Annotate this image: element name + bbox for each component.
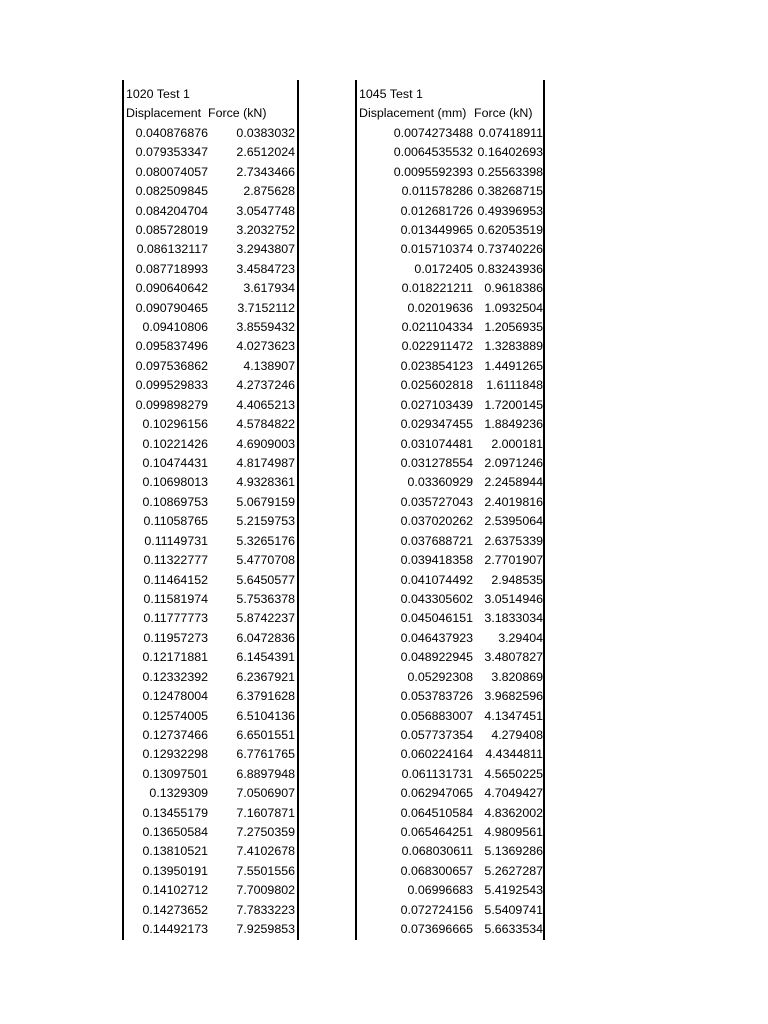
cell-force: 1.2056935 — [484, 320, 543, 335]
table-row — [357, 590, 543, 609]
table-row — [124, 823, 297, 842]
table-row — [124, 629, 297, 648]
table-row — [357, 804, 543, 823]
table-row — [124, 279, 297, 298]
cell-force: 7.5501556 — [236, 863, 295, 878]
cell-force: 6.0472836 — [236, 630, 295, 645]
cell-displacement: 0.065464251 — [400, 825, 473, 840]
cell-force: 4.138907 — [243, 358, 295, 373]
cell-displacement: 0.0064535532 — [393, 145, 473, 160]
cell-displacement: 0.048922945 — [400, 650, 473, 665]
cell-displacement: 0.03360929 — [407, 475, 473, 490]
cell-displacement: 0.072724156 — [400, 902, 473, 917]
table-title: 1020 Test 1 — [126, 87, 190, 101]
cell-displacement: 0.13650584 — [142, 825, 208, 840]
cell-force: 0.49396953 — [477, 203, 543, 218]
cell-displacement: 0.11777773 — [143, 611, 208, 626]
table-row — [124, 881, 297, 900]
cell-displacement: 0.086132117 — [136, 242, 208, 257]
cell-force: 6.6501551 — [236, 727, 295, 742]
cell-displacement: 0.11322777 — [143, 553, 208, 568]
cell-force: 3.8559432 — [236, 320, 295, 335]
cell-force: 5.5409741 — [484, 902, 543, 917]
table-row — [124, 182, 297, 201]
cell-displacement: 0.10296156 — [142, 417, 208, 432]
cell-displacement: 0.10869753 — [142, 494, 208, 509]
table-row — [357, 629, 543, 648]
table-row — [124, 357, 297, 376]
table-row — [357, 842, 543, 861]
table-row — [124, 318, 297, 337]
table-row — [124, 337, 297, 356]
cell-force: 7.1607871 — [236, 805, 295, 820]
table-row — [124, 396, 297, 415]
cell-force: 2.4019816 — [484, 494, 543, 509]
cell-force: 5.4192543 — [484, 883, 543, 898]
table-row — [124, 435, 297, 454]
cell-displacement: 0.022911472 — [401, 339, 473, 354]
table-row — [124, 493, 297, 512]
cell-force: 5.2159753 — [236, 514, 295, 529]
cell-force: 4.8174987 — [236, 456, 295, 471]
cell-force: 4.9328361 — [236, 475, 295, 490]
cell-displacement: 0.084204704 — [135, 203, 208, 218]
header-row — [124, 104, 297, 123]
cell-displacement: 0.13097501 — [142, 766, 208, 781]
cell-displacement: 0.11957273 — [143, 630, 208, 645]
table-row — [357, 862, 543, 881]
cell-force: 2.2458944 — [484, 475, 543, 490]
cell-displacement: 0.05292308 — [407, 669, 473, 684]
cell-displacement: 0.060224164 — [400, 747, 473, 762]
cell-displacement: 0.079353347 — [135, 145, 208, 160]
table-row — [124, 299, 297, 318]
table-body — [357, 124, 543, 940]
cell-force: 4.5650225 — [484, 766, 543, 781]
table-row — [357, 784, 543, 803]
cell-force: 1.6111848 — [486, 378, 543, 393]
cell-force: 0.38268715 — [477, 184, 543, 199]
cell-displacement: 0.021104334 — [401, 320, 473, 335]
cell-force: 6.2367921 — [236, 669, 295, 684]
table-row — [124, 454, 297, 473]
cell-force: 7.7833223 — [236, 902, 295, 917]
table-row — [357, 415, 543, 434]
table-row — [357, 124, 543, 143]
cell-force: 3.2943807 — [236, 242, 295, 257]
cell-force: 4.6909003 — [236, 436, 295, 451]
cell-force: 2.7701907 — [484, 553, 543, 568]
table-row — [124, 124, 297, 143]
cell-displacement: 0.068030611 — [401, 844, 473, 859]
cell-force: 5.8742237 — [236, 611, 295, 626]
cell-force: 4.0273623 — [236, 339, 295, 354]
cell-displacement: 0.090640642 — [135, 281, 208, 296]
table-row — [124, 202, 297, 221]
table-row — [357, 493, 543, 512]
cell-displacement: 0.09410806 — [142, 320, 208, 335]
cell-force: 5.6450577 — [236, 572, 295, 587]
cell-displacement: 0.064510584 — [400, 805, 473, 820]
cell-displacement: 0.12171881 — [142, 650, 208, 665]
table-row — [357, 299, 543, 318]
cell-displacement: 0.053783726 — [400, 689, 473, 704]
table-row — [124, 726, 297, 745]
cell-displacement: 0.0074273488 — [393, 125, 473, 140]
cell-force: 3.4807827 — [484, 650, 543, 665]
cell-force: 2.0971246 — [484, 456, 543, 471]
cell-force: 2.000181 — [491, 436, 543, 451]
cell-displacement: 0.031278554 — [400, 456, 473, 471]
cell-force: 5.1369286 — [484, 844, 543, 859]
table-row — [357, 240, 543, 259]
cell-force: 3.29404 — [498, 630, 543, 645]
table-row — [357, 609, 543, 628]
cell-displacement: 0.035727043 — [400, 494, 473, 509]
table-row — [357, 435, 543, 454]
cell-displacement: 0.018221211 — [401, 281, 473, 296]
cell-force: 3.0514946 — [484, 591, 543, 606]
cell-displacement: 0.06996683 — [407, 883, 473, 898]
cell-force: 0.16402693 — [477, 145, 543, 160]
table-row — [357, 532, 543, 551]
cell-force: 4.4344811 — [485, 747, 543, 762]
cell-displacement: 0.039418358 — [400, 553, 473, 568]
cell-displacement: 0.12332392 — [142, 669, 208, 684]
cell-force: 1.0932504 — [484, 300, 543, 315]
table-row — [124, 376, 297, 395]
cell-force: 3.7152112 — [237, 300, 295, 315]
table-row — [357, 765, 543, 784]
cell-displacement: 0.095837496 — [135, 339, 208, 354]
column-header-displacement: Displacement — [126, 106, 202, 121]
cell-force: 5.6633534 — [484, 922, 543, 937]
cell-displacement: 0.11149731 — [144, 533, 208, 548]
cell-force: 4.279408 — [491, 727, 543, 742]
cell-force: 2.7343466 — [236, 164, 295, 179]
cell-displacement: 0.14102712 — [142, 883, 208, 898]
cell-displacement: 0.027103439 — [400, 397, 473, 412]
cell-displacement: 0.12737466 — [142, 727, 208, 742]
cell-force: 4.7049427 — [484, 786, 543, 801]
table-row — [124, 473, 297, 492]
cell-force: 1.4491265 — [484, 358, 543, 373]
table-1045-test-1 — [355, 80, 545, 940]
cell-displacement: 0.087718993 — [135, 261, 208, 276]
table-row — [357, 920, 543, 939]
table-row — [357, 260, 543, 279]
cell-force: 3.2032752 — [236, 222, 295, 237]
cell-force: 5.0679159 — [236, 494, 295, 509]
cell-displacement: 0.045046151 — [400, 611, 473, 626]
cell-displacement: 0.099529833 — [135, 378, 208, 393]
table-row — [357, 376, 543, 395]
table-row — [357, 512, 543, 531]
cell-force: 2.6375339 — [484, 533, 543, 548]
cell-displacement: 0.10221426 — [142, 436, 208, 451]
table-row — [124, 571, 297, 590]
table-row — [357, 357, 543, 376]
table-row — [124, 512, 297, 531]
cell-force: 6.1454391 — [236, 650, 295, 665]
cell-force: 5.4770708 — [236, 553, 295, 568]
cell-force: 2.6512024 — [236, 145, 295, 160]
table-row — [124, 862, 297, 881]
cell-displacement: 0.041074492 — [400, 572, 473, 587]
cell-force: 5.3265176 — [236, 533, 295, 548]
cell-displacement: 0.12574005 — [142, 708, 208, 723]
table-1020-test-1 — [122, 80, 299, 940]
cell-displacement: 0.12932298 — [142, 747, 208, 762]
cell-force: 0.07418911 — [478, 125, 543, 140]
cell-displacement: 0.1329309 — [149, 786, 208, 801]
table-row — [124, 163, 297, 182]
table-row — [124, 221, 297, 240]
cell-force: 4.8362002 — [484, 805, 543, 820]
cell-force: 3.0547748 — [236, 203, 295, 218]
table-title: 1045 Test 1 — [359, 87, 423, 101]
cell-force: 1.3283889 — [484, 339, 543, 354]
table-row — [357, 396, 543, 415]
cell-displacement: 0.10474431 — [142, 456, 208, 471]
cell-force: 2.5395064 — [484, 514, 543, 529]
cell-displacement: 0.11464152 — [143, 572, 208, 587]
table-row — [357, 823, 543, 842]
cell-force: 0.62053519 — [477, 222, 543, 237]
cell-force: 7.2750359 — [236, 825, 295, 840]
table-row — [124, 901, 297, 920]
cell-force: 5.7536378 — [236, 591, 295, 606]
cell-displacement: 0.0095592393 — [393, 164, 473, 179]
cell-displacement: 0.040876876 — [135, 125, 208, 140]
table-row — [357, 202, 543, 221]
cell-force: 7.7009802 — [236, 883, 295, 898]
cell-force: 3.617934 — [243, 281, 295, 296]
table-row — [124, 668, 297, 687]
cell-force: 4.2737246 — [236, 378, 295, 393]
table-row — [124, 765, 297, 784]
cell-displacement: 0.043305602 — [400, 591, 473, 606]
cell-force: 6.5104136 — [236, 708, 295, 723]
table-row — [357, 454, 543, 473]
cell-displacement: 0.10698013 — [142, 475, 208, 490]
table-row — [357, 221, 543, 240]
cell-force: 7.4102678 — [236, 844, 295, 859]
cell-force: 6.7761765 — [236, 747, 295, 762]
cell-displacement: 0.13950191 — [142, 863, 208, 878]
cell-displacement: 0.14273652 — [142, 902, 208, 917]
cell-displacement: 0.13810521 — [142, 844, 208, 859]
cell-force: 4.4065213 — [236, 397, 295, 412]
cell-displacement: 0.031074481 — [400, 436, 473, 451]
cell-displacement: 0.082509845 — [135, 184, 208, 199]
table-row — [357, 901, 543, 920]
table-row — [124, 648, 297, 667]
column-header-displacement: Displacement (mm) — [359, 106, 467, 121]
table-row — [124, 609, 297, 628]
cell-force: 1.7200145 — [484, 397, 543, 412]
cell-displacement: 0.025602818 — [400, 378, 473, 393]
table-body — [124, 124, 297, 940]
header-row — [357, 104, 543, 123]
cell-displacement: 0.13455179 — [142, 805, 208, 820]
table-row — [357, 551, 543, 570]
table-row — [124, 260, 297, 279]
table-row — [357, 279, 543, 298]
table-row — [357, 571, 543, 590]
table-row — [357, 337, 543, 356]
cell-displacement: 0.023854123 — [400, 358, 473, 373]
cell-displacement: 0.011578286 — [401, 184, 473, 199]
table-row — [124, 415, 297, 434]
table-row — [124, 240, 297, 259]
column-header-force: Force (kN) — [208, 106, 267, 121]
cell-force: 0.83243936 — [477, 261, 543, 276]
cell-force: 4.1347451 — [484, 708, 543, 723]
table-row — [124, 804, 297, 823]
table-row — [357, 726, 543, 745]
cell-displacement: 0.012681726 — [400, 203, 473, 218]
cell-force: 3.4584723 — [236, 261, 295, 276]
cell-displacement: 0.015710374 — [400, 242, 473, 257]
cell-displacement: 0.037020262 — [400, 514, 473, 529]
table-row — [357, 163, 543, 182]
table-row — [357, 182, 543, 201]
table-row — [357, 881, 543, 900]
table-row — [357, 143, 543, 162]
cell-displacement: 0.068300657 — [400, 863, 473, 878]
table-row — [124, 590, 297, 609]
cell-displacement: 0.085728019 — [135, 222, 208, 237]
cell-force: 0.73740226 — [477, 242, 543, 257]
cell-displacement: 0.090790465 — [135, 300, 208, 315]
cell-displacement: 0.013449965 — [400, 222, 473, 237]
table-row — [357, 473, 543, 492]
cell-displacement: 0.046437923 — [400, 630, 473, 645]
cell-force: 6.8897948 — [236, 766, 295, 781]
cell-force: 2.948535 — [491, 572, 543, 587]
table-row — [124, 551, 297, 570]
cell-force: 3.820869 — [491, 669, 543, 684]
cell-displacement: 0.11581974 — [143, 591, 208, 606]
table-row — [124, 143, 297, 162]
table-row — [357, 745, 543, 764]
cell-displacement: 0.099898279 — [135, 397, 208, 412]
table-row — [124, 920, 297, 939]
table-row — [124, 842, 297, 861]
cell-force: 6.3791628 — [236, 689, 295, 704]
cell-force: 0.0383032 — [236, 125, 295, 140]
cell-force: 3.9682596 — [484, 689, 543, 704]
cell-force: 7.9259853 — [236, 922, 295, 937]
column-header-force: Force (kN) — [474, 106, 533, 121]
table-row — [124, 784, 297, 803]
cell-displacement: 0.0172405 — [414, 261, 473, 276]
cell-displacement: 0.057737354 — [400, 727, 473, 742]
table-row — [357, 668, 543, 687]
cell-displacement: 0.062947065 — [400, 786, 473, 801]
table-row — [124, 532, 297, 551]
table-row — [357, 648, 543, 667]
table-row — [357, 318, 543, 337]
table-row — [357, 687, 543, 706]
cell-force: 2.875628 — [243, 184, 295, 199]
table-row — [124, 687, 297, 706]
cell-displacement: 0.037688721 — [400, 533, 473, 548]
cell-force: 1.8849236 — [484, 417, 543, 432]
cell-force: 0.9618386 — [484, 281, 543, 296]
cell-displacement: 0.080074057 — [135, 164, 208, 179]
table-row — [357, 707, 543, 726]
cell-force: 4.9809561 — [484, 825, 543, 840]
cell-displacement: 0.14492173 — [142, 922, 208, 937]
table-row — [124, 707, 297, 726]
cell-displacement: 0.11058765 — [143, 514, 208, 529]
cell-force: 0.25563398 — [477, 164, 543, 179]
cell-force: 7.0506907 — [236, 786, 295, 801]
cell-displacement: 0.029347455 — [400, 417, 473, 432]
table-row — [124, 745, 297, 764]
cell-force: 3.1833034 — [484, 611, 543, 626]
cell-displacement: 0.02019636 — [407, 300, 473, 315]
cell-displacement: 0.12478004 — [142, 689, 208, 704]
cell-force: 4.5784822 — [236, 417, 295, 432]
cell-displacement: 0.061131731 — [401, 766, 473, 781]
cell-displacement: 0.097536862 — [135, 358, 208, 373]
cell-displacement: 0.056883007 — [400, 708, 473, 723]
cell-displacement: 0.073696665 — [400, 922, 473, 937]
cell-force: 5.2627287 — [484, 863, 543, 878]
